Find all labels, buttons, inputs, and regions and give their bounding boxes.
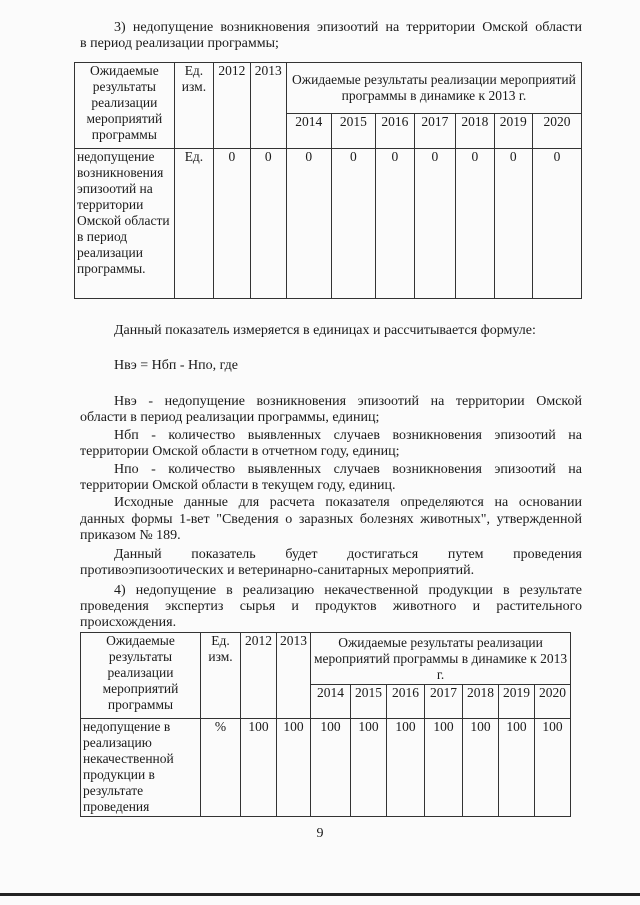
table2-value-2020: 100 [535,719,571,817]
table1-value-2017: 0 [414,149,456,299]
table2-value-2019: 100 [499,719,535,817]
formula-intro: Данный показатель измеряется в единицах и рассчитывается формуле: [114,323,536,338]
table1-value-2015: 0 [331,149,376,299]
table1-header-2012: 2012 [214,63,250,149]
achieve-line2: противоэпизоотических и ветеринарно-санитарных мероприятий. [80,563,475,578]
table2-year-2015: 2015 [351,685,387,719]
table1-value-2012: 0 [214,149,250,299]
def-nve-line1: Нвэ - недопущение возникновения эпизоотий на территории Омской [114,394,582,409]
intro1-line2: в период реализации программы; [80,36,279,51]
table2-year-2017: 2017 [425,685,463,719]
def-npo-line2: территории Омской области в текущем году, единиц. [80,478,396,493]
def-nbp-line2: территории Омской области в отчетном году, единиц; [80,444,400,459]
intro2-line2: проведения экспертиз сырья и продуктов животного и растительного [80,599,582,614]
table1-year-2020: 2020 [532,114,581,149]
formula: Нвэ = Нбп - Нпо, где [114,358,238,373]
table-row [81,719,571,817]
bottom-scan-border [0,893,640,896]
table1-header-2013: 2013 [250,63,286,149]
table1-value-2014: 0 [286,149,331,299]
table2-year-2016: 2016 [387,685,425,719]
table2-value-2013: 100 [277,719,311,817]
table2-year-2019: 2019 [499,685,535,719]
achieve-line1: Данный показатель будет достигаться путем проведения [114,547,582,562]
table1-year-2014: 2014 [286,114,331,149]
table2-year-2014: 2014 [311,685,351,719]
table2-row-name: недопущение в реализацию некачественной продукции в результате проведения [81,719,201,817]
def-npo-line1: Нпо - количество выявленных случаев возникновения эпизоотий на [114,462,582,477]
table1-header-unit: Ед. изм. [174,63,213,149]
table2-header-unit: Ед. изм. [201,633,241,719]
table2-header-dynamics: Ожидаемые результаты реализации мероприятий программы в динамике к 2013 г. [311,633,571,685]
table2-value-2014: 100 [311,719,351,817]
table2-header-2012: 2012 [241,633,277,719]
intro2-line3: происхождения. [80,615,177,630]
def-nve-line2: области в период реализации программы, единиц; [80,410,380,425]
table1-row-name: недопущение возникновения эпизоотий на территории Омской области в период реализации программы. [75,149,175,299]
source-line1: Исходные данные для расчета показателя определяются на основании [114,495,582,510]
source-line2: данных формы 1-вет "Сведения о заразных болезнях животных", утвержденной [80,512,582,527]
table-row [75,149,582,299]
source-line3: приказом № 189. [80,528,181,543]
table-1 [74,62,582,299]
table1-year-2016: 2016 [376,114,414,149]
table1-value-2020: 0 [532,149,581,299]
table-2 [80,632,571,817]
table1-value-2013: 0 [250,149,286,299]
table1-year-2019: 2019 [494,114,532,149]
table2-header-expected-results: Ожидаемые результаты реализации мероприятий программы [81,633,201,719]
page-number: 9 [316,826,324,841]
table2-value-2017: 100 [425,719,463,817]
table2-value-2016: 100 [387,719,425,817]
def-nbp-line1: Нбп - количество выявленных случаев возникновения эпизоотий на [114,428,582,443]
intro2-line1: 4) недопущение в реализацию некачественной продукции в результате [114,583,582,598]
table1-value-2018: 0 [456,149,494,299]
table1-value-2019: 0 [494,149,532,299]
table2-year-2018: 2018 [463,685,499,719]
table2-row-unit: % [201,719,241,817]
table2-header-2013: 2013 [277,633,311,719]
table2-value-2018: 100 [463,719,499,817]
table1-year-2015: 2015 [331,114,376,149]
table1-header-expected-results: Ожидаемые результаты реализации мероприятий программы [75,63,175,149]
intro1-line1: 3) недопущение возникновения эпизоотий на территории Омской области [114,20,582,35]
table2-value-2015: 100 [351,719,387,817]
table1-header-dynamics: Ожидаемые результаты реализации мероприятий программы в динамике к 2013 г. [286,63,581,114]
table2-year-2020: 2020 [535,685,571,719]
table1-value-2016: 0 [376,149,414,299]
table1-year-2018: 2018 [456,114,494,149]
table1-year-2017: 2017 [414,114,456,149]
table2-value-2012: 100 [241,719,277,817]
table1-row-unit: Ед. [174,149,213,299]
